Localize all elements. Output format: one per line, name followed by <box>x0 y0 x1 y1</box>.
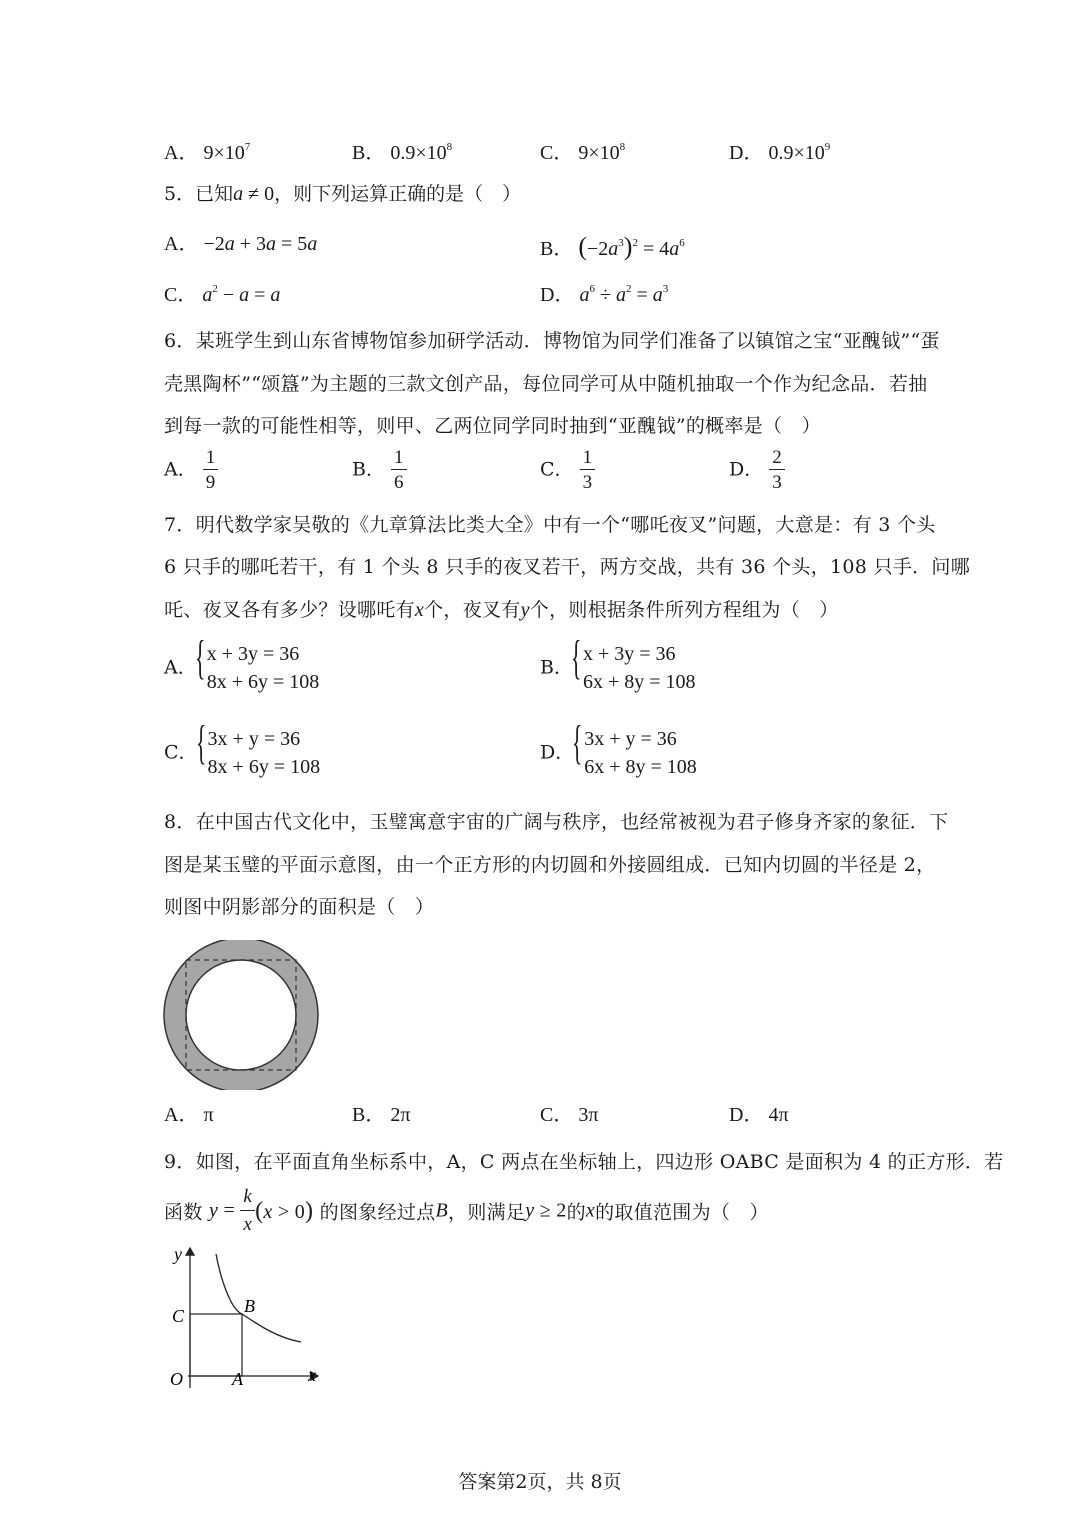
q9-line-2: 函数 y = $\frac{k}{x}$ (x > 0) 的图象经过点B，则满足y ≥ 2的x的取值范围为（ ） <box>164 1186 769 1235</box>
q6-option-d: D． $\frac{2}{3}$ <box>729 448 785 492</box>
system-eq-1: x + 3y = 36 <box>206 643 300 665</box>
q7-option-c: C． { 3x + y = 36 8x + 6y = 108 <box>164 725 320 781</box>
q8-option-a: A． π <box>164 1104 214 1126</box>
point-c-label: C <box>172 1306 185 1326</box>
point-b-label: B <box>244 1296 255 1316</box>
q8-option-b: B． 2π <box>352 1104 411 1126</box>
q6-option-b: B． $\frac{1}{6}$ <box>352 448 407 492</box>
system-eq-2: 6x + 8y = 108 <box>584 756 697 778</box>
q5-option-c: C． $a^2 - a = a$ <box>164 283 281 306</box>
page-footer: 答案第2页，共 8页 <box>458 1471 622 1493</box>
q4-option-a: A． $9\times 10^7$ <box>164 141 251 164</box>
x-axis-label: x <box>308 1365 316 1385</box>
q6-option-c: C． $\frac{1}{3}$ <box>540 448 595 492</box>
system-eq-2: 6x + 8y = 108 <box>582 671 696 693</box>
system-eq-1: 3x + y = 36 <box>207 728 301 750</box>
inner-circle <box>186 960 296 1070</box>
q4-option-d: D． $0.9\times 10^9$ <box>729 141 831 164</box>
system-eq-2: 8x + 6y = 108 <box>207 756 321 778</box>
coordinate-figure <box>160 1240 330 1390</box>
q8-line-2: 图是某玉璧的平面示意图，由一个正方形的内切圆和外接圆组成．已知内切圆的半径是 2， <box>164 854 936 876</box>
q6-line-3: 到每一款的可能性相等，则甲、乙两位同学同时抽到“亚醜钺”的概率是（ ） <box>164 415 821 437</box>
point-a-label: A <box>232 1369 243 1389</box>
origin-label: O <box>170 1369 183 1389</box>
q5-option-b: B． $(-2a^3)^2 = 4a^6$ <box>540 232 685 261</box>
q5-stem: 5．已知a ≠ 0，则下列运算正确的是（ ） <box>164 183 522 205</box>
q4-option-c: C． $9\times 10^8$ <box>540 141 626 164</box>
q5-option-d: D． $a^6 \div a^2 = a^3$ <box>540 283 669 306</box>
y-axis-label: y <box>174 1244 182 1264</box>
q7-line-2: 6 只手的哪吒若干，有 1 个头 8 只手的夜叉若干，两方交战，共有 36 个头，108 只手．问哪 <box>164 556 971 578</box>
q7-option-a: A． { x + 3y = 36 8x + 6y = 108 <box>164 640 319 696</box>
system-eq-1: 3x + y = 36 <box>584 728 677 750</box>
q6-option-a: A． $\frac{1}{9}$ <box>164 448 218 492</box>
q8-option-c: C． 3π <box>540 1104 599 1126</box>
q7-option-b: B． { x + 3y = 36 6x + 8y = 108 <box>540 640 696 696</box>
q7-line-1: 7．明代数学家吴敬的《九章算法比类大全》中有一个“哪吒夜叉”问题，大意是：有 3 个头 <box>164 514 936 536</box>
square-oabc <box>190 1314 242 1376</box>
q8-option-d: D． 4π <box>729 1104 789 1126</box>
q7-option-d: D． { 3x + y = 36 6x + 8y = 108 <box>540 725 697 781</box>
q9-line-1: 9．如图，在平面直角坐标系中，A，C 两点在坐标轴上，四边形 OABC 是面积为 4 的正方形．若 <box>164 1151 1004 1173</box>
system-eq-2: 8x + 6y = 108 <box>206 671 320 693</box>
jade-disc-figure <box>160 940 324 1090</box>
system-eq-1: x + 3y = 36 <box>582 643 676 665</box>
q6-line-1: 6．某班学生到山东省博物馆参加研学活动．博物馆为同学们准备了以镇馆之宝“亚醜钺”“蛋 <box>164 330 940 352</box>
q8-line-3: 则图中阴影部分的面积是（ ） <box>164 896 435 918</box>
q5-option-a: A． −2a + 3a = 5a <box>164 233 318 255</box>
q6-line-2: 壳黑陶杯”“颂簋”为主题的三款文创产品，每位同学可从中随机抽取一个作为纪念品．若抽 <box>164 373 928 395</box>
q7-line-3: 吒、夜叉各有多少？设哪吒有x个，夜叉有y个，则根据条件所列方程组为（ ） <box>164 599 839 621</box>
q4-option-b: B． $0.9\times 10^8$ <box>352 141 453 164</box>
q8-line-1: 8．在中国古代文化中，玉璧寓意宇宙的广阔与秩序，也经常被视为君子修身齐家的象征．下 <box>164 811 949 833</box>
hyperbola-curve <box>216 1254 301 1342</box>
